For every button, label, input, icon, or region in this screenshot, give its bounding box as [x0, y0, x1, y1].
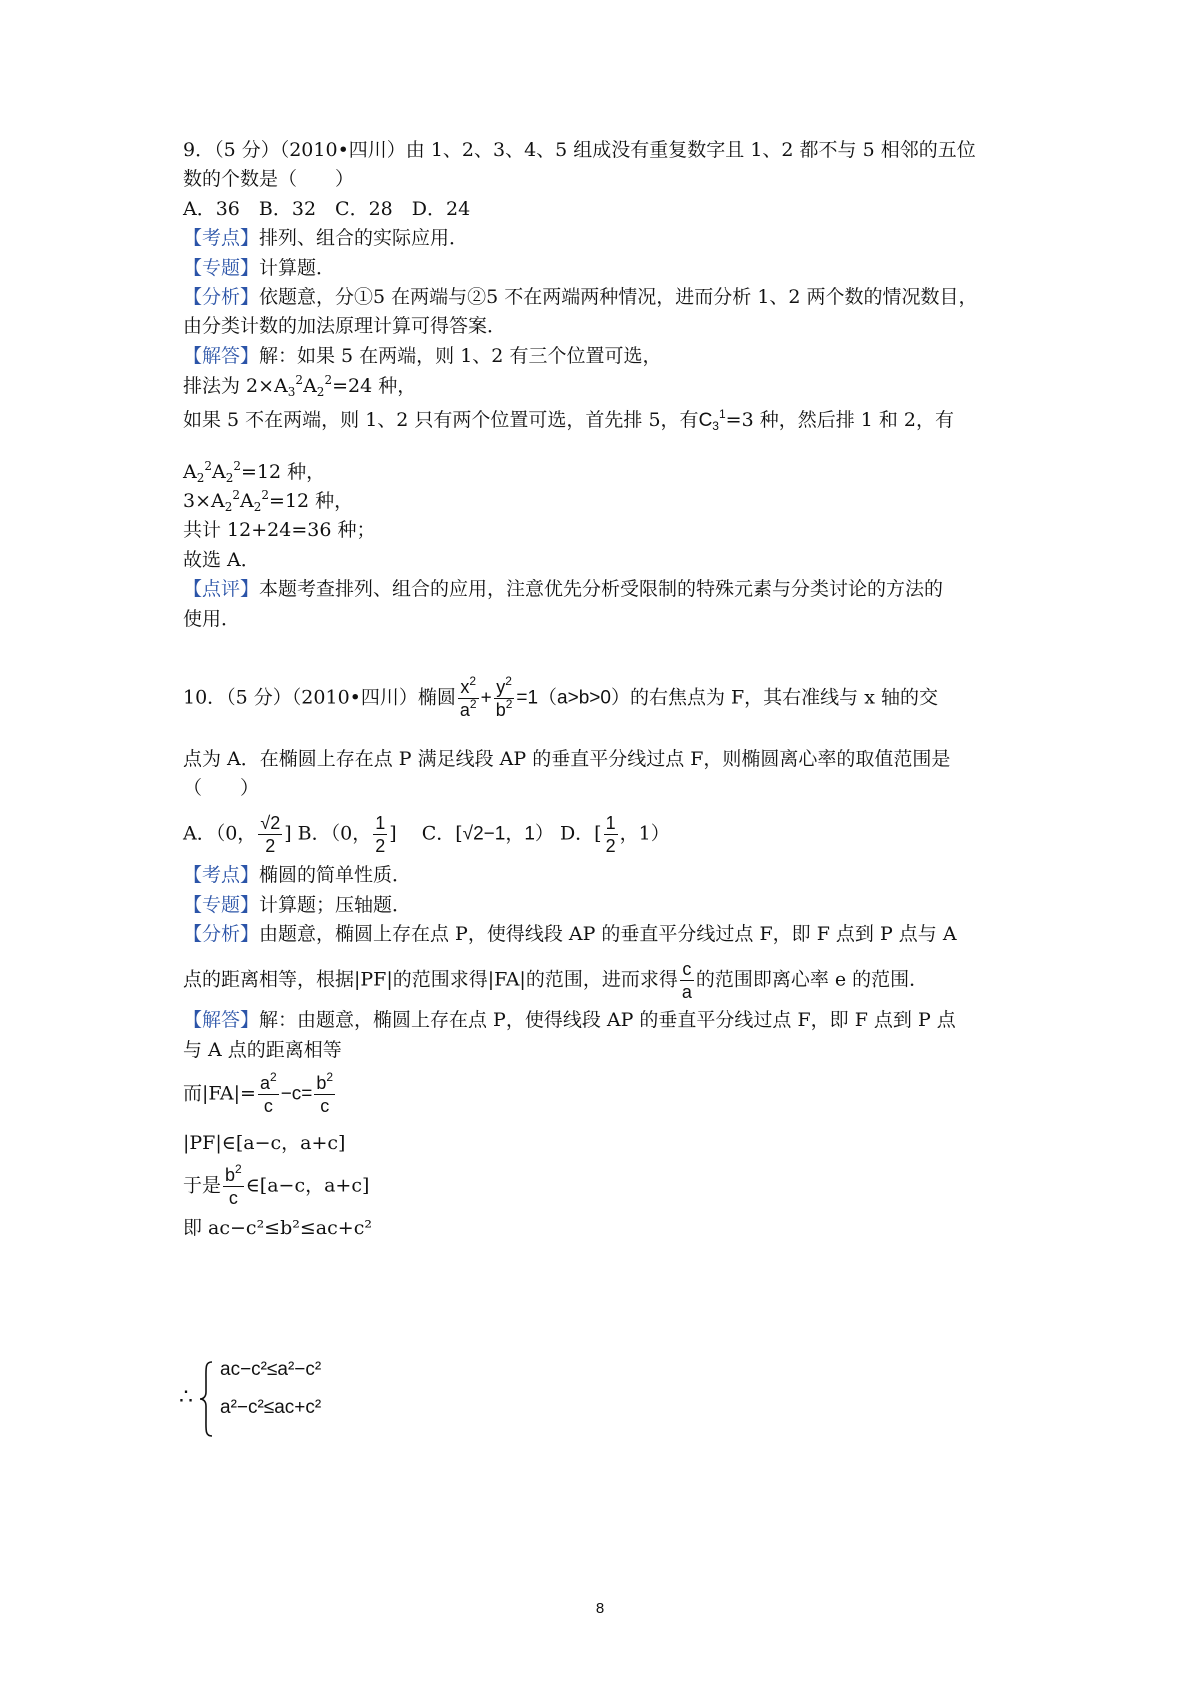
kaodian-text: 椭圆的简单性质．	[259, 864, 412, 886]
option-d-text: ，1）	[619, 822, 670, 845]
fraction-1-over-2: $\frac{1}{2}$	[605, 813, 616, 856]
q10-stem-line3: （ ）	[183, 777, 260, 799]
fenxi-tag: 【分析】	[183, 923, 260, 945]
q9-jieda-line4: $A_2^2A_2^2=12$ 种，	[183, 459, 326, 485]
option-c: C．[	[421, 822, 463, 845]
jieda-text: 排法为 2×A	[183, 375, 288, 397]
option-d: D．[	[559, 822, 602, 845]
q10-jieda-line4: |PF|∈[a−c，a+c]	[183, 1132, 346, 1154]
q10-jieda-line2: 与 A 点的距离相等	[183, 1039, 342, 1061]
dianping-tag: 【点评】	[183, 578, 260, 600]
jieda-text: ∈[a−c，a+c]	[245, 1174, 370, 1197]
q10-stem-line2: 点为 A．在椭圆上存在点 P 满足线段 AP 的垂直平分线过点 F，则椭圆离心率的取值范围是	[183, 748, 951, 770]
q10-fenxi-line1	[183, 922, 957, 946]
q10-jieda-line5	[183, 1164, 369, 1209]
jieda-tag: 【解答】	[183, 345, 260, 367]
q9-jieda-line7: 故选 A．	[183, 549, 260, 571]
fenxi-text: 的范围即离心率 e 的范围．	[695, 968, 929, 991]
therefore-symbol: ∴	[179, 1385, 193, 1410]
option-a: A．（0，	[183, 822, 257, 845]
jieda-text: 3×A	[183, 490, 225, 512]
option-b: B．（0，	[297, 822, 372, 845]
jieda-text: =12 种，	[241, 461, 326, 483]
q9-options: A．36 B．32 C．28 D．24	[183, 198, 471, 220]
fenxi-text: 点的距离相等，根据|PF|的范围求得|FA|的范围，进而求得	[183, 968, 678, 991]
jieda-tag: 【解答】	[183, 1009, 260, 1031]
left-brace-icon	[198, 1360, 214, 1438]
q10-jieda-line6: 即 ac−c²≤b²≤ac+c²	[183, 1217, 372, 1239]
q9-dianping-line2: 使用．	[183, 608, 241, 630]
page-number: 8	[595, 1600, 605, 1617]
kaodian-tag: 【考点】	[183, 864, 260, 886]
q10-zhuanti	[183, 893, 411, 917]
q9-dianping-line1	[183, 577, 943, 601]
jieda-text: 解：如果 5 在两端，则 1、2 有三个位置可选，	[259, 345, 662, 367]
fraction-x2-a2: $\frac{x^2}{a^2}$	[459, 674, 477, 720]
fenxi-text: 由题意，椭圆上存在点 P，使得线段 AP 的垂直平分线过点 F，即 F 点到 P 点与 A	[259, 923, 957, 945]
q9-jieda-line3	[183, 408, 954, 433]
inequality-1: ac−c²≤a²−c²	[220, 1359, 322, 1380]
jieda-text: 如果 5 不在两端，则 1、2 只有两个位置可选，首先排 5，有	[183, 409, 699, 431]
zhuanti-text: 计算题；压轴题．	[259, 894, 412, 916]
fraction-c-over-a: $\frac{c}{a}$	[681, 959, 692, 1002]
q9-jieda-line1	[183, 344, 661, 368]
option-c-text: −1，1）	[483, 823, 554, 845]
jieda-text: 于是	[183, 1174, 222, 1197]
kaodian-text: 排列、组合的实际应用．	[259, 227, 469, 249]
q10-fenxi-line2	[183, 958, 928, 1003]
zhuanti-text: 计算题．	[259, 257, 336, 279]
q10-stem-text: 10．（5 分）（2010•四川）椭圆	[183, 686, 456, 709]
zhuanti-tag: 【专题】	[183, 257, 260, 279]
q9-jieda-line6: 共计 12+24=36 种；	[183, 519, 376, 541]
fraction-b2-over-c: $\frac{b^2}{c}$	[225, 1162, 242, 1208]
q10-jieda-line1	[183, 1008, 956, 1032]
fenxi-text: 依题意，分①5 在两端与②5 不在两端两种情况，进而分析 1、2 两个数的情况数目，	[259, 286, 978, 308]
q10-stem-line1: 10．（5 分）（2010•四川）椭圆 $\frac{x^2}{a^2}$ + $\frac{y^2}{b^2}$ =1（a>b>0）的右焦点为 F，其右准线与 x 轴的交	[183, 674, 938, 720]
jieda-text: 而|FA|=	[183, 1082, 256, 1105]
inequality-2: a²−c²≤ac+c²	[220, 1397, 322, 1418]
jieda-text: =12 种，	[269, 490, 354, 512]
jieda-text: −c=	[280, 1083, 313, 1105]
ellipse-condition: =1（a>b>0）	[516, 687, 630, 709]
q9-stem-line2: 数的个数是（ ）	[183, 168, 355, 190]
combination-symbol: $C_3^1$	[698, 407, 726, 433]
q9-fenxi-line2: 由分类计数的加法原理计算可得答案．	[183, 315, 507, 337]
q9-fenxi-line1	[183, 285, 978, 309]
q10-jieda-line3	[183, 1072, 337, 1117]
jieda-text: =3 种，然后排 1 和 2，有	[725, 409, 955, 431]
jieda-text: =24 种，	[332, 375, 417, 397]
q9-zhuanti	[183, 256, 335, 280]
q9-kaodian	[183, 226, 468, 250]
zhuanti-tag: 【专题】	[183, 894, 260, 916]
dianping-text: 本题考查排列、组合的应用，注意优先分析受限制的特殊元素与分类讨论的方法的	[259, 578, 944, 600]
q10-stem-text: 的右焦点为 F，其右准线与 x 轴的交	[629, 686, 938, 709]
fraction-sqrt2-over-2: $\frac{√2}{2}$	[260, 813, 281, 856]
fraction-1-over-2: $\frac{1}{2}$	[375, 813, 386, 856]
fenxi-tag: 【分析】	[183, 286, 260, 308]
jieda-text: 解：由题意，椭圆上存在点 P，使得线段 AP 的垂直平分线过点 F，即 F 点到 P 点	[259, 1009, 956, 1031]
fraction-b2-over-c: $\frac{b^2}{c}$	[316, 1070, 334, 1116]
q9-stem-line1: 9．（5 分）（2010•四川）由 1、2、3、4、5 组成没有重复数字且 1、2 都不与 5 相邻的五位	[183, 139, 976, 161]
kaodian-tag: 【考点】	[183, 227, 260, 249]
fraction-y2-b2: $\frac{y^2}{b^2}$	[495, 674, 513, 720]
q10-kaodian	[183, 863, 411, 887]
q9-jieda-line2: 排法为 $2\times A_3^2A_2^2=24$ 种，	[183, 373, 417, 399]
fraction-a2-over-c: $\frac{a^2}{c}$	[259, 1070, 277, 1116]
q10-options: A．（0， $\frac{√2}{2}$ ] B．（0， $\frac{1}{2}$ ] C．[√2−1，1） D．[ $\frac{1}{2}$ ，1）	[183, 813, 670, 856]
q9-jieda-line5: $3\times A_2^2A_2^2=12$ 种，	[183, 488, 354, 514]
